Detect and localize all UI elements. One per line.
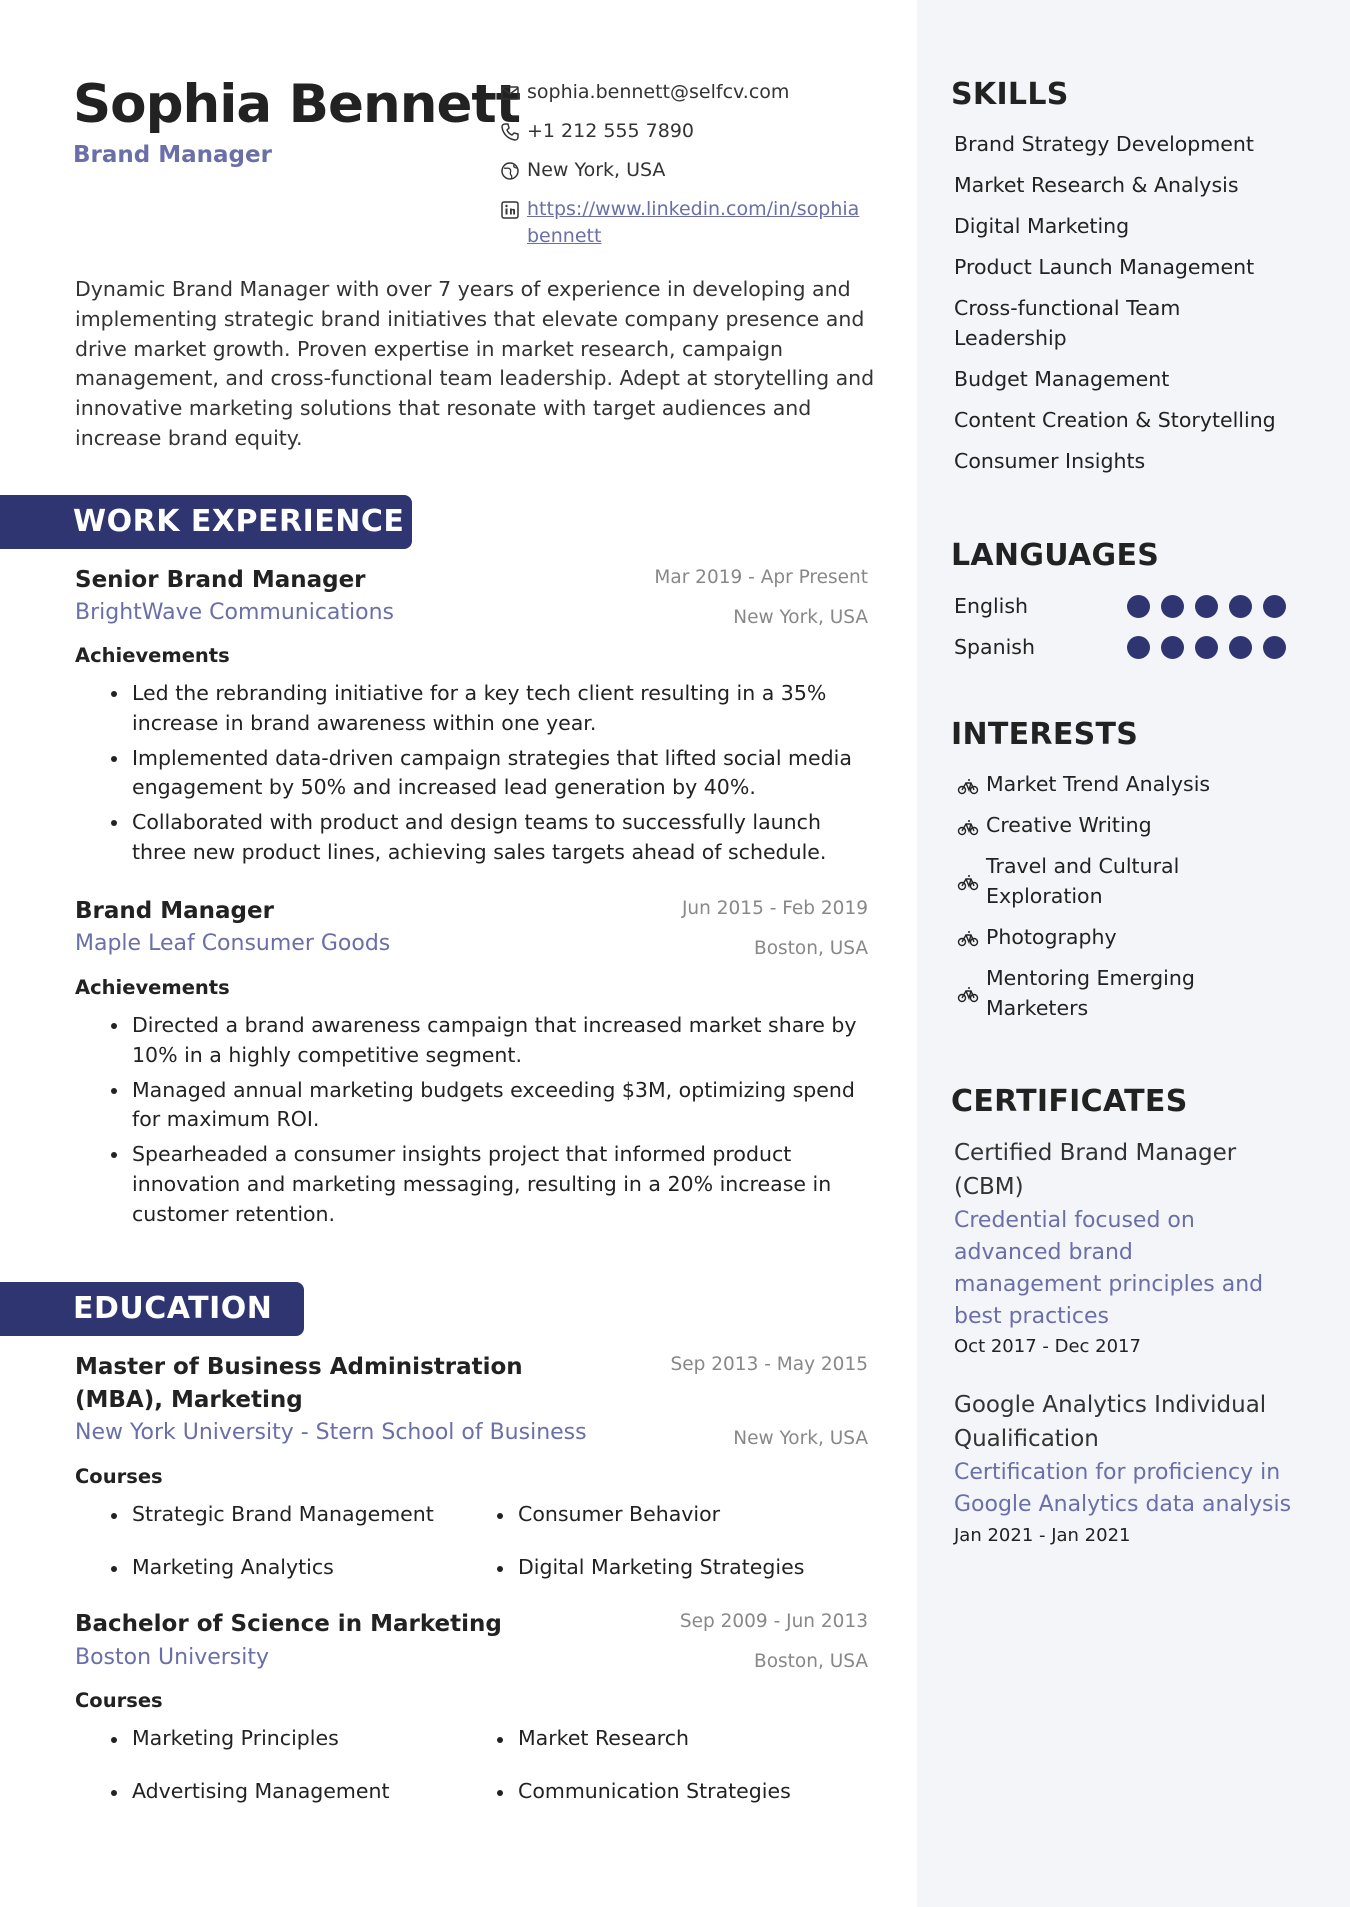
email-text: sophia.bennett@selfcv.com xyxy=(527,81,790,103)
candidate-name: Sophia Bennett xyxy=(73,74,521,135)
linkedin-link[interactable]: https://www.linkedin.com/in/sophiabennett xyxy=(527,198,860,247)
profile-summary: Dynamic Brand Manager with over 7 years of experience in developing and implementing strategic brand initiatives that elevate company presence and drive market growth. Proven expertise in market research, campaign management, and cross-functional team leadership. Adept at storytelling and innovative marketing solutions that resonate with target audiences and increase brand equity. xyxy=(75,277,875,450)
achievement-item: Directed a brand awareness campaign that increased market share by 10% in a highly competitive segment. xyxy=(132,1011,877,1071)
certificate-description: Certification for proficiency in Google Analytics data analysis xyxy=(954,1460,1292,1517)
course-item: Consumer Behavior xyxy=(518,1502,721,1526)
course-item: Marketing Principles xyxy=(132,1726,339,1750)
bicycle-icon xyxy=(957,871,979,893)
achievement-item: Collaborated with product and design teams to successfully launch three new product lines, achieving sales targets ahead of schedule. xyxy=(132,808,877,868)
job-dates: Mar 2019 - Apr Present xyxy=(654,567,868,588)
candidate-role: Brand Manager xyxy=(73,142,272,168)
achievement-item: Implemented data-driven campaign strategies that lifted social media engagement by 50% and increased lead generation by 40%. xyxy=(132,744,877,804)
skill-item: Product Launch Management xyxy=(954,255,1255,279)
job-title: Senior Brand Manager xyxy=(75,567,366,593)
skill-item: Brand Strategy Development xyxy=(954,132,1254,156)
interest-item: Photography xyxy=(986,925,1117,949)
certificate-dates: Oct 2017 - Dec 2017 xyxy=(954,1336,1141,1357)
interest-item: Creative Writing xyxy=(986,813,1152,837)
bicycle-icon xyxy=(957,927,979,949)
degree-school: New York University - Stern School of Business xyxy=(75,1420,587,1445)
job-company: Maple Leaf Consumer Goods xyxy=(75,931,391,956)
languages-heading: LANGUAGES xyxy=(951,538,1160,573)
proficiency-dot xyxy=(1195,595,1218,618)
course-item: Market Research xyxy=(518,1726,690,1750)
certificate-name: Certified Brand Manager (CBM) xyxy=(954,1140,1237,1200)
course-item: Advertising Management xyxy=(132,1779,390,1803)
degree-dates: Sep 2009 - Jun 2013 xyxy=(679,1611,868,1632)
skill-item: Budget Management xyxy=(954,367,1170,391)
course-item: Marketing Analytics xyxy=(132,1555,334,1579)
achievements-list xyxy=(132,679,877,873)
proficiency-dot xyxy=(1263,636,1286,659)
degree-location: New York, USA xyxy=(733,1428,868,1449)
bicycle-icon xyxy=(957,816,979,838)
interest-item: Travel and Cultural Exploration xyxy=(986,854,1180,908)
achievements-label: Achievements xyxy=(75,976,230,999)
certificates-heading: CERTIFICATES xyxy=(951,1084,1188,1119)
proficiency-dot xyxy=(1263,595,1286,618)
skill-item: Digital Marketing xyxy=(954,214,1130,238)
proficiency-dot xyxy=(1229,636,1252,659)
sidebar-panel xyxy=(917,0,1350,1907)
proficiency-dot xyxy=(1229,595,1252,618)
language-name: Spanish xyxy=(954,635,1035,659)
job-dates: Jun 2015 - Feb 2019 xyxy=(681,898,868,919)
degree-dates: Sep 2013 - May 2015 xyxy=(670,1354,868,1375)
courses-label: Courses xyxy=(75,1689,163,1712)
phone-text: +1 212 555 7890 xyxy=(527,120,695,142)
skill-item: Cross-functional Team Leadership xyxy=(954,296,1181,350)
skill-item: Market Research & Analysis xyxy=(954,173,1239,197)
skill-item: Consumer Insights xyxy=(954,449,1146,473)
certificate-dates: Jan 2021 - Jan 2021 xyxy=(954,1525,1131,1546)
degree-title: Bachelor of Science in Marketing xyxy=(75,1611,502,1637)
achievements-list xyxy=(132,1011,877,1235)
degree-location: Boston, USA xyxy=(754,1651,868,1672)
certificate-name: Google Analytics Individual Qualification xyxy=(954,1392,1267,1452)
globe-icon xyxy=(500,161,520,181)
linkedin-icon xyxy=(500,200,520,220)
language-name: English xyxy=(954,594,1029,618)
interests-heading: INTERESTS xyxy=(951,717,1139,752)
job-location: Boston, USA xyxy=(754,938,868,959)
skills-heading: SKILLS xyxy=(951,77,1069,112)
proficiency-dot xyxy=(1195,636,1218,659)
job-location: New York, USA xyxy=(733,607,868,628)
mail-icon xyxy=(500,83,520,103)
job-title: Brand Manager xyxy=(75,898,274,924)
education-heading: EDUCATION xyxy=(0,1282,304,1336)
achievement-item: Led the rebranding initiative for a key tech client resulting in a 35% increase in brand awareness within one year. xyxy=(132,679,877,739)
achievement-item: Spearheaded a consumer insights project that informed product innovation and marketing messaging, resulting in a 20% increase in customer retention. xyxy=(132,1140,877,1229)
degree-title: Master of Business Administration (MBA), Marketing xyxy=(75,1354,523,1413)
language-level xyxy=(1127,595,1286,618)
proficiency-dot xyxy=(1127,636,1150,659)
course-item: Strategic Brand Management xyxy=(132,1502,434,1526)
bicycle-icon xyxy=(957,983,979,1005)
achievements-label: Achievements xyxy=(75,644,230,667)
proficiency-dot xyxy=(1127,595,1150,618)
interest-item: Market Trend Analysis xyxy=(986,772,1211,796)
phone-icon xyxy=(500,122,520,142)
language-level xyxy=(1127,636,1286,659)
proficiency-dot xyxy=(1161,595,1184,618)
interest-item: Mentoring Emerging Marketers xyxy=(986,966,1195,1020)
certificate-description: Credential focused on advanced brand management principles and best practices xyxy=(954,1208,1264,1329)
degree-school: Boston University xyxy=(75,1645,270,1670)
bicycle-icon xyxy=(957,775,979,797)
course-item: Digital Marketing Strategies xyxy=(518,1555,805,1579)
achievement-item: Managed annual marketing budgets exceeding $3M, optimizing spend for maximum ROI. xyxy=(132,1076,877,1136)
course-item: Communication Strategies xyxy=(518,1779,791,1803)
location-text: New York, USA xyxy=(527,159,666,181)
proficiency-dot xyxy=(1161,636,1184,659)
work-experience-heading: WORK EXPERIENCE xyxy=(0,495,412,549)
job-company: BrightWave Communications xyxy=(75,600,395,625)
skill-item: Content Creation & Storytelling xyxy=(954,408,1276,432)
courses-label: Courses xyxy=(75,1465,163,1488)
